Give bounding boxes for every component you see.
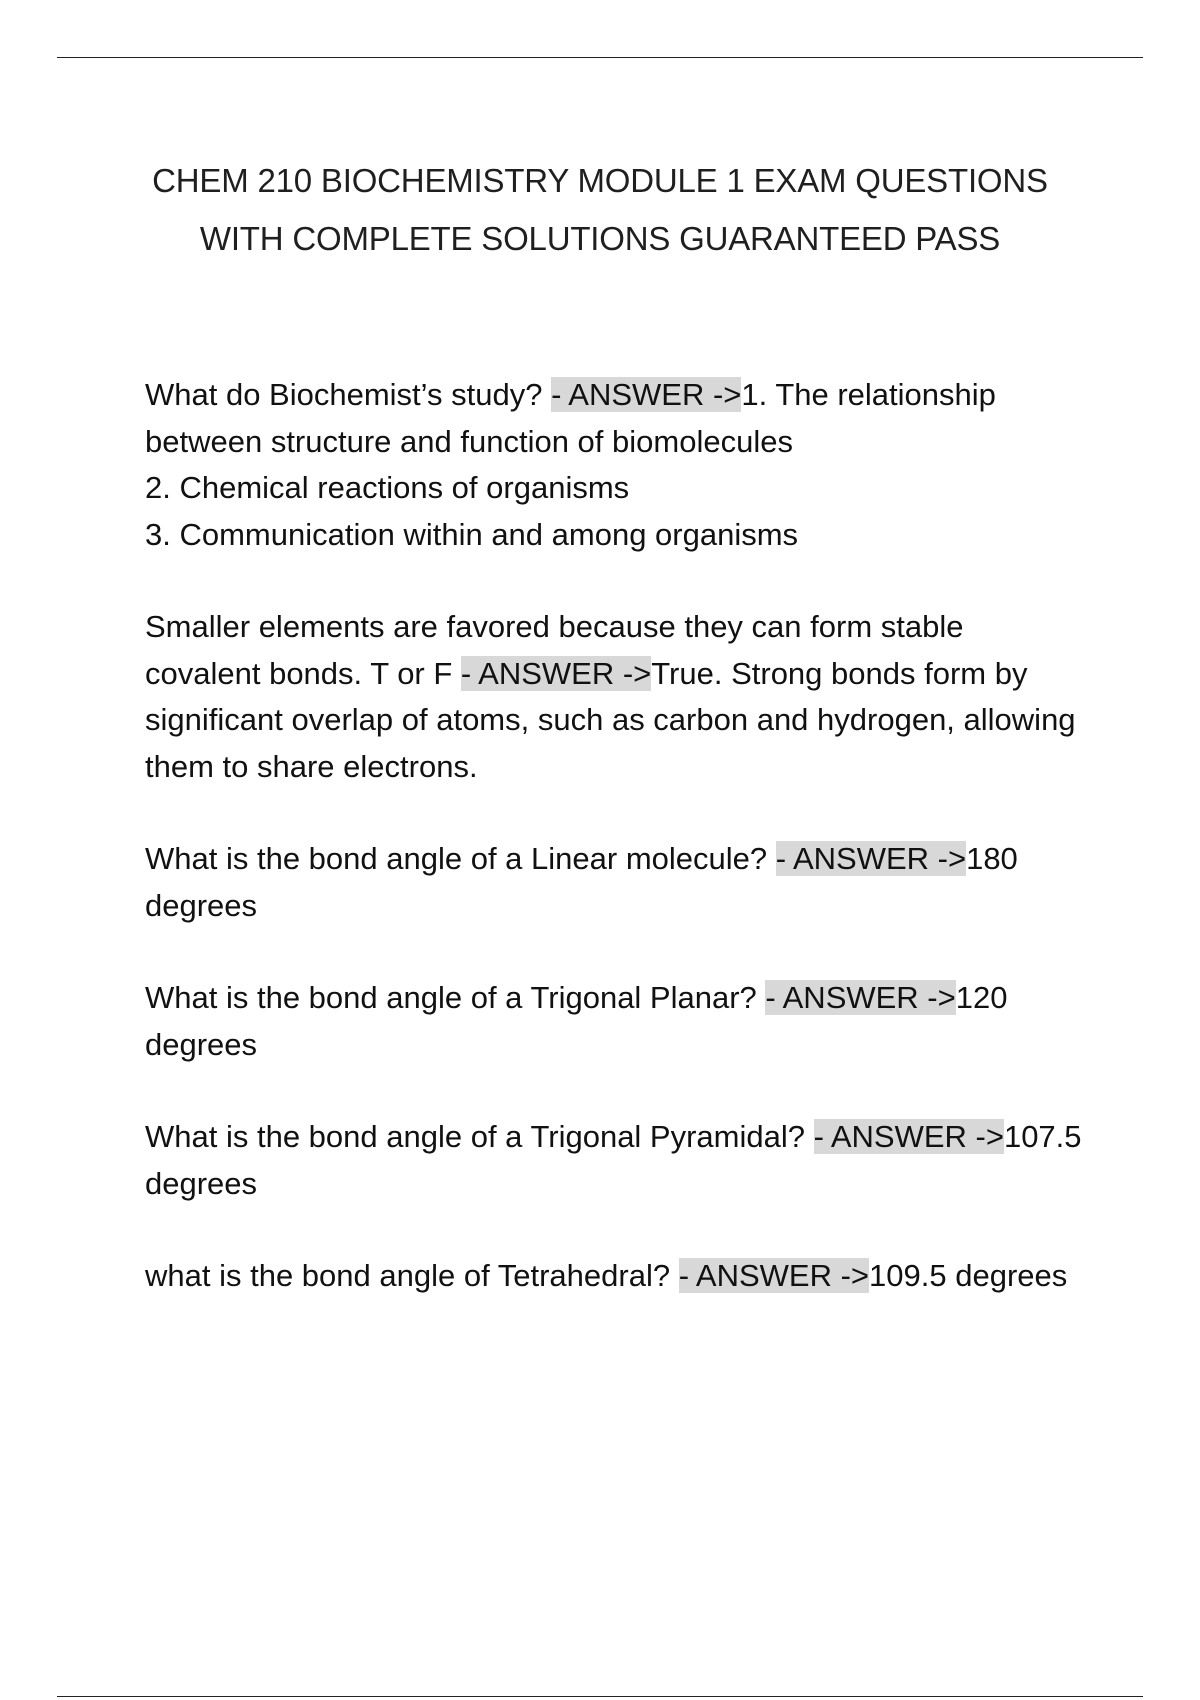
document-title [120, 152, 1080, 268]
qa-item [145, 372, 1085, 558]
answer-text: 180 degrees [145, 841, 1018, 923]
question-text: What is the bond angle of a Trigonal Planar? [145, 980, 766, 1015]
answer-text: 1. The relationship between structure and function of biomolecules [145, 377, 996, 459]
answer-marker: - ANSWER -> [813, 1119, 1004, 1154]
answer-marker: - ANSWER -> [678, 1258, 870, 1293]
qa-item [145, 975, 1085, 1068]
answer-text: True. Strong bonds form by significant overlap of atoms, such as carbon and hydrogen, allowing them to share electrons. [145, 655, 1076, 784]
question-text: Smaller elements are favored because they can form stable covalent bonds. T or F [145, 609, 964, 691]
qa-list [145, 372, 1085, 1300]
answer-marker: - ANSWER -> [551, 377, 742, 412]
answer-marker: - ANSWER -> [460, 655, 652, 691]
qa-item [145, 1253, 1085, 1300]
qa-item [145, 836, 1085, 929]
answer-text: 120 degrees [145, 980, 1008, 1062]
top-rule [57, 57, 1143, 58]
question-text: What is the bond angle of a Trigonal Pyramidal? [145, 1119, 814, 1154]
question-text: What is the bond angle of a Linear molecule? [145, 841, 776, 876]
answer-text: 107.5 degrees [145, 1119, 1082, 1201]
answer-marker: - ANSWER -> [775, 841, 967, 876]
question-text: What do Biochemist’s study? [145, 377, 552, 412]
title-line-2: WITH COMPLETE SOLUTIONS GUARANTEED PASS [199, 220, 1001, 257]
answer-text: 109.5 degrees [869, 1258, 1068, 1293]
qa-item [145, 604, 1085, 790]
bottom-rule [57, 1696, 1143, 1697]
question-text: what is the bond angle of Tetrahedral? [145, 1258, 679, 1293]
title-line-1: CHEM 210 BIOCHEMISTRY MODULE 1 EXAM QUESTIONS [152, 162, 1048, 199]
answer-list-item: 2. Chemical reactions of organisms [145, 470, 630, 505]
answer-list-item: 3. Communication within and among organisms [145, 516, 799, 552]
answer-marker: - ANSWER -> [765, 980, 956, 1015]
qa-item [145, 1114, 1085, 1207]
